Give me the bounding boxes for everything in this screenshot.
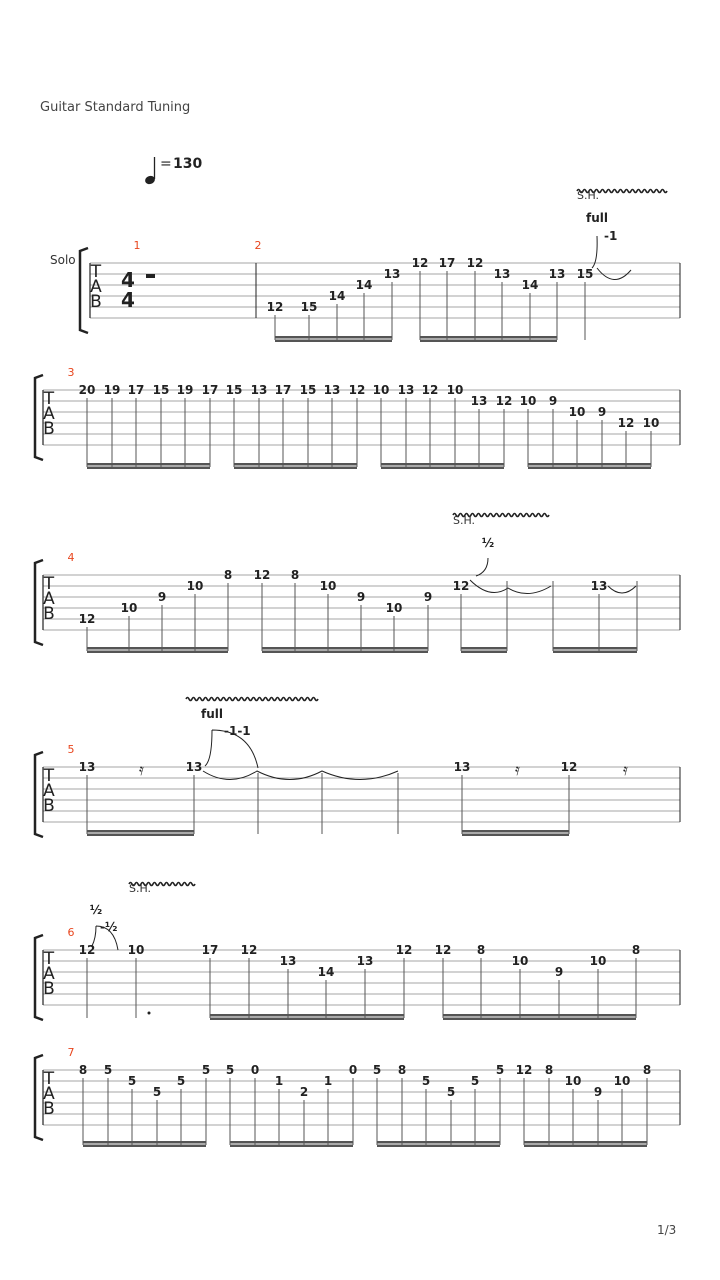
beam: [443, 1018, 636, 1021]
fret-number: 13: [383, 267, 401, 281]
release-label: -1-1: [224, 724, 251, 738]
beam: [420, 336, 557, 339]
measure-number: 4: [67, 551, 75, 564]
tab-clef-letter: B: [43, 1099, 55, 1119]
beam: [462, 830, 569, 833]
fret-number: 14: [521, 278, 539, 292]
fret-number: 2: [299, 1085, 309, 1099]
fret-number: 14: [328, 289, 346, 303]
time-signature-top: 4: [121, 268, 135, 292]
fret-number: 5: [152, 1085, 162, 1099]
beam: [234, 463, 357, 466]
fret-number: 12: [421, 383, 439, 397]
tab-clef-letter: B: [43, 979, 55, 999]
track-label: Solo: [50, 253, 76, 267]
fret-number: 17: [201, 383, 219, 397]
bend-label: ½: [481, 536, 495, 550]
fret-number: 9: [597, 405, 607, 419]
fret-number: 13: [397, 383, 415, 397]
beam: [210, 1018, 404, 1021]
fret-number: 12: [495, 394, 513, 408]
fret-number: 9: [593, 1085, 603, 1099]
system-bracket: [35, 935, 43, 1020]
beam: [234, 467, 357, 470]
fret-number: 8: [476, 943, 486, 957]
tab-clef-letter: A: [90, 277, 102, 297]
beam: [275, 340, 392, 343]
fret-number: 5: [176, 1074, 186, 1088]
page-number: 1/3: [657, 1223, 677, 1237]
fret-number: 15: [152, 383, 170, 397]
fret-number: 15: [299, 383, 317, 397]
fret-number: 8: [642, 1063, 652, 1077]
fret-number: 13: [185, 760, 203, 774]
beam: [262, 651, 428, 654]
dot-marker: [148, 1012, 151, 1015]
tab-clef-letter: T: [43, 949, 55, 969]
tempo-value: 130: [173, 156, 203, 172]
tab-clef-letter: A: [43, 404, 55, 424]
fret-number: 5: [372, 1063, 382, 1077]
sixteenth-rest: 𝄿: [139, 760, 144, 779]
tab-clef-letter: T: [90, 262, 102, 282]
fret-number: 17: [127, 383, 145, 397]
fret-number: 10: [519, 394, 537, 408]
fret-number: 12: [78, 943, 96, 957]
system-bracket: [80, 248, 88, 333]
fret-number: 5: [201, 1063, 211, 1077]
beam: [420, 340, 557, 343]
release-label: -1: [604, 229, 618, 243]
system-bracket: [35, 375, 43, 460]
fret-number: 10: [385, 601, 403, 615]
beam: [377, 1145, 500, 1148]
beam: [87, 463, 210, 466]
beam: [87, 834, 194, 837]
fret-number: 9: [356, 590, 366, 604]
fret-number: 8: [397, 1063, 407, 1077]
fret-number: 20: [78, 383, 96, 397]
fret-number: 13: [548, 267, 566, 281]
fret-number: 13: [356, 954, 374, 968]
beam: [87, 647, 228, 650]
fret-number: 15: [576, 267, 594, 281]
fret-number: 15: [225, 383, 243, 397]
fret-number: 12: [515, 1063, 533, 1077]
fret-number: 13: [453, 760, 471, 774]
tab-clef-letter: A: [43, 589, 55, 609]
fret-number: 8: [544, 1063, 554, 1077]
fret-number: 12: [434, 943, 452, 957]
fret-number: 14: [355, 278, 373, 292]
tab-clef-letter: B: [43, 796, 55, 816]
beam: [381, 467, 504, 470]
fret-number: 17: [274, 383, 292, 397]
fret-number: 12: [253, 568, 271, 582]
fret-number: 12: [348, 383, 366, 397]
sh-marker: S.H.: [129, 882, 152, 895]
tab-clef-letter: T: [43, 766, 55, 786]
fret-number: 10: [511, 954, 529, 968]
fret-number: 12: [560, 760, 578, 774]
fret-number: 9: [548, 394, 558, 408]
fret-number: 15: [300, 300, 318, 314]
tab-clef-letter: B: [90, 292, 102, 312]
measure-number: 1: [133, 239, 141, 252]
bend-label: ½: [89, 903, 103, 917]
fret-number: 8: [223, 568, 233, 582]
fret-number: 5: [127, 1074, 137, 1088]
beam: [524, 1141, 647, 1144]
beam: [87, 651, 228, 654]
measure-number: 3: [67, 366, 75, 379]
tuning-label: Guitar Standard Tuning: [40, 100, 191, 115]
fret-number: 10: [120, 601, 138, 615]
beam: [462, 834, 569, 837]
beam: [83, 1141, 206, 1144]
fret-number: 12: [466, 256, 484, 270]
fret-number: 10: [319, 579, 337, 593]
measure-number: 5: [67, 743, 75, 756]
fret-number: 8: [78, 1063, 88, 1077]
fret-number: 5: [495, 1063, 505, 1077]
tie-arc: [470, 580, 551, 594]
fret-number: 19: [103, 383, 121, 397]
fret-number: 5: [421, 1074, 431, 1088]
bend-label: full: [201, 707, 223, 721]
fret-number: 9: [157, 590, 167, 604]
tab-clef-letter: T: [43, 389, 55, 409]
tab-clef-letter: A: [43, 781, 55, 801]
tab-clef-letter: A: [43, 1084, 55, 1104]
beam: [553, 651, 637, 654]
beam: [461, 651, 507, 654]
bend-label: full: [586, 211, 608, 225]
fret-number: 13: [250, 383, 268, 397]
tab-clef-letter: T: [43, 574, 55, 594]
sh-marker: S.H.: [453, 514, 476, 527]
fret-number: 9: [423, 590, 433, 604]
fret-number: 5: [470, 1074, 480, 1088]
measure-number: 2: [254, 239, 262, 252]
tab-clef-letter: T: [43, 1069, 55, 1089]
fret-number: 5: [225, 1063, 235, 1077]
fret-number: 0: [348, 1063, 358, 1077]
fret-number: 8: [290, 568, 300, 582]
fret-number: 12: [78, 612, 96, 626]
fret-number: 10: [372, 383, 390, 397]
beam: [275, 336, 392, 339]
fret-number: 12: [395, 943, 413, 957]
fret-number: 12: [452, 579, 470, 593]
beam: [210, 1014, 404, 1017]
fret-number: 10: [568, 405, 586, 419]
fret-number: 13: [493, 267, 511, 281]
fret-number: 17: [438, 256, 456, 270]
fret-number: 10: [186, 579, 204, 593]
quarter-note-icon: [144, 157, 156, 185]
beam: [87, 467, 210, 470]
fret-number: 10: [564, 1074, 582, 1088]
beam: [553, 647, 637, 650]
fret-number: 10: [127, 943, 145, 957]
release-label: -½: [100, 920, 118, 934]
half-rest: [146, 274, 155, 278]
beam: [230, 1141, 353, 1144]
fret-number: 19: [176, 383, 194, 397]
fret-number: 5: [103, 1063, 113, 1077]
tab-clef-letter: B: [43, 419, 55, 439]
fret-number: 12: [617, 416, 635, 430]
beam: [87, 830, 194, 833]
fret-number: 13: [78, 760, 96, 774]
beam: [528, 467, 651, 470]
beam: [528, 463, 651, 466]
system-bracket: [35, 752, 43, 837]
fret-number: 12: [240, 943, 258, 957]
beam: [524, 1145, 647, 1148]
bend-curve: [476, 558, 488, 576]
fret-number: 10: [446, 383, 464, 397]
fret-number: 10: [589, 954, 607, 968]
beam: [377, 1141, 500, 1144]
fret-number: 17: [201, 943, 219, 957]
beam: [443, 1014, 636, 1017]
vibrato-line: [186, 698, 318, 701]
sh-marker: S.H.: [577, 189, 600, 202]
system-bracket: [35, 560, 43, 645]
system-bracket: [35, 1055, 43, 1140]
fret-number: 1: [274, 1074, 284, 1088]
tie-arc: [608, 586, 636, 593]
measure-number: 7: [67, 1046, 75, 1059]
measure-number: 6: [67, 926, 75, 939]
fret-number: 9: [554, 965, 564, 979]
fret-number: 1: [323, 1074, 333, 1088]
tab-clef-letter: A: [43, 964, 55, 984]
sixteenth-rest: 𝄿: [515, 760, 520, 779]
fret-number: 10: [613, 1074, 631, 1088]
beam: [230, 1145, 353, 1148]
beam: [262, 647, 428, 650]
tempo-equals: =: [160, 156, 172, 172]
beam: [381, 463, 504, 466]
beam: [461, 647, 507, 650]
fret-number: 13: [470, 394, 488, 408]
fret-number: 13: [590, 579, 608, 593]
fret-number: 12: [266, 300, 284, 314]
fret-number: 14: [317, 965, 335, 979]
sixteenth-rest: 𝄿: [623, 760, 628, 779]
time-signature-bottom: 4: [121, 288, 135, 312]
fret-number: 8: [631, 943, 641, 957]
fret-number: 13: [279, 954, 297, 968]
tab-clef-letter: B: [43, 604, 55, 624]
beam: [83, 1145, 206, 1148]
fret-number: 5: [446, 1085, 456, 1099]
fret-number: 12: [411, 256, 429, 270]
fret-number: 0: [250, 1063, 260, 1077]
fret-number: 10: [642, 416, 660, 430]
fret-number: 13: [323, 383, 341, 397]
